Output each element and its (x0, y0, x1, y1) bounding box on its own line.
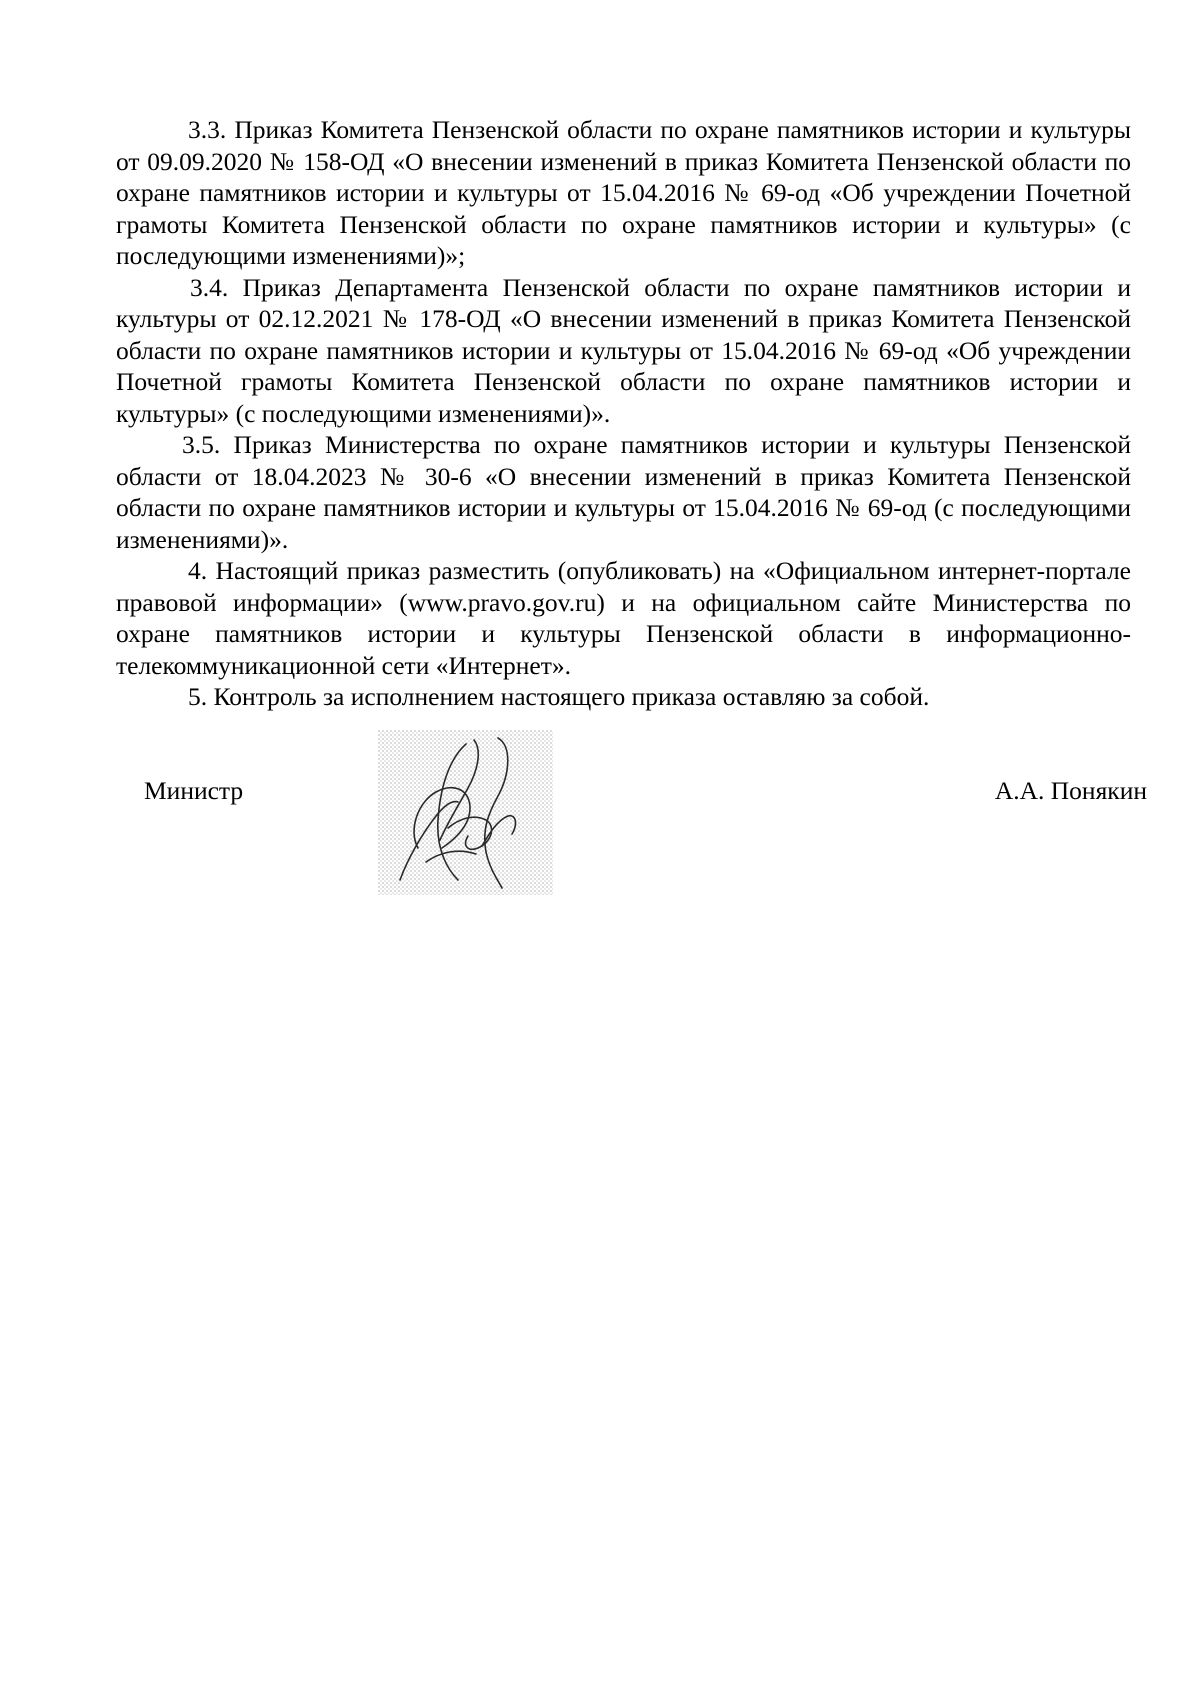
signatory-name: А.А. Понякин (994, 776, 1147, 805)
document-body (116, 114, 1131, 713)
paragraph-4: 4. Настоящий приказ разместить (опубликовать) на «Официальном интернет-портале правовой информации» (www.pravo.gov.ru) и на официальном сайте Министерства по охране памятников истории и культуры Пензенской области в информационно-телекоммуникационной сети «Интернет». (116, 556, 1131, 680)
signatory-title: Министр (144, 776, 244, 805)
paragraph-5: 5. Контроль за исполнением настоящего приказа оставляю за собой. (188, 682, 930, 711)
handwritten-signature (378, 730, 553, 895)
paragraph-3-4: 3.4. Приказ Департамента Пензенской области по охране памятников истории и культуры от 02.12.2021 № 178-ОД «О внесении изменений в приказ Комитета Пензенской области по охране памятников истории и культуры от 15.04.2016 № 69-од «Об учреждении Почетной грамоты Комитета Пензенской области по охране памятников истории и культуры» (с последующими изменениями)». (116, 272, 1131, 428)
paragraph-3-5: 3.5. Приказ Министерства по охране памятников истории и культуры Пензенской области от 18.04.2023 № 30-6 «О внесении изменений в приказ Комитета Пензенской области по охране памятников истории и культуры от 15.04.2016 № 69-од (с последующими изменениями)». (116, 430, 1131, 554)
paragraph-3-3: 3.3. Приказ Комитета Пензенской области по охране памятников истории и культуры от 09.09.2020 № 158-ОД «О внесении изменений в приказ Комитета Пензенской области по охране памятников истории и культуры от 15.04.2016 № 69-од «Об учреждении Почетной грамоты Комитета Пензенской области по охране памятников истории и культуры» (с последующими изменениями)»; (116, 115, 1131, 270)
